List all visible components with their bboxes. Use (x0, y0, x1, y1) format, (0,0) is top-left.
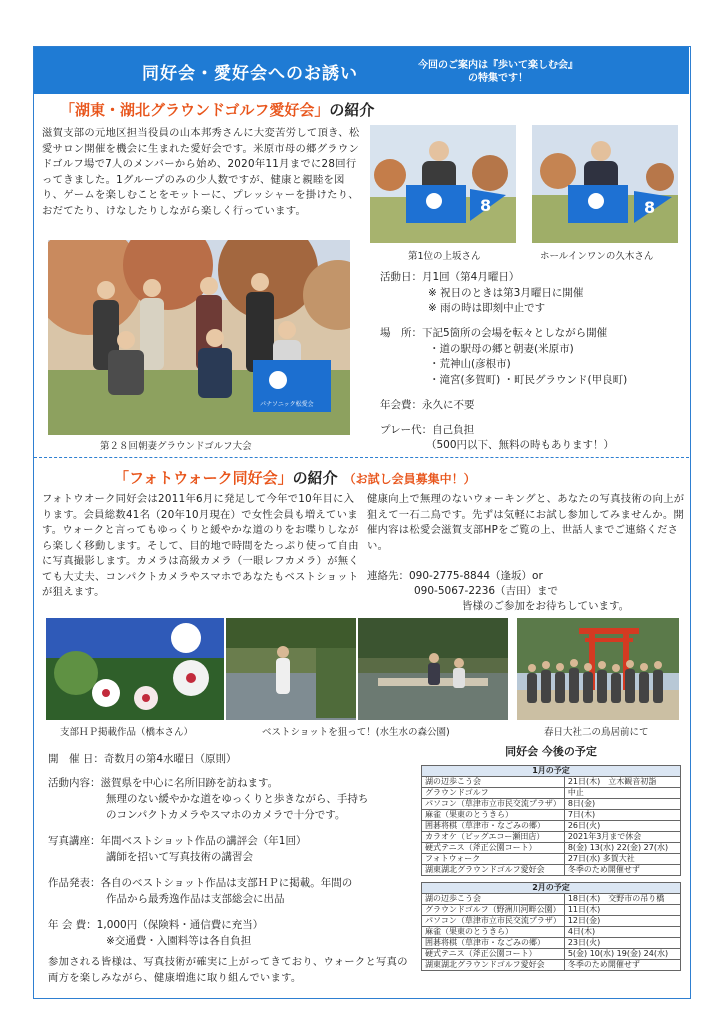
golf-winner-photo-1 (370, 125, 516, 243)
schedule-box (421, 737, 681, 971)
banner-note: 今回のご案内は『歩いて楽しむ会』 の特集です！ (418, 60, 578, 84)
golf-winner-caption-2: ホールインワンの久木さん (540, 251, 654, 262)
photowalk-intro-left: フォトウオーク同好会は2011年6月に発足して今年で10年目に入ります。会員総数41名（20年10月現在）で女性会員も増えています。ウォークと言ってもゆっくりと緩やかな道のりをお喋りしながら楽しく移動します。そして、目的地で時間をたっぷり使って自由に写真撮影します。カメラは高級カメラ（一眼レフカメラ）が無くても大丈夫、コンパクトカメラやスマホであなたもベストショットが狙えます。 (42, 493, 359, 598)
photowalk-activity-1: 活動内容：滋賀県を中心に名所旧跡を訪ねます。 (48, 777, 279, 789)
contact-line-1: 連絡先：090-2775-8844（逢坂）or (367, 570, 543, 582)
golf-annual-fee: 年会費：永久に不要 (380, 399, 475, 411)
photowalk-closing: 参加される皆様は、写真技術が確実に上がってきており、ウォークと写真の両方を楽しみながら、健康増進に取り組んでいます。 (48, 956, 408, 984)
table-row: 囲碁将棋（草津市・なごみの郷） 26日(火) (422, 821, 681, 832)
photowalk-caption-3: 春日大社二の鳥居前にて (544, 727, 649, 738)
photowalk-caption-1: 支部ＨＰ掲載作品（橋本さん） (60, 727, 194, 738)
table-row: 湖の辺歩こう会 18日(木) 交野市の吊り橋 (422, 894, 681, 905)
golf-activity-note-2: ※ 雨の時は即刻中止です (428, 302, 546, 314)
table-row: 湖東湖北グラウンドゴルフ愛好会 冬季のため開催せず (422, 865, 681, 876)
golf-winner-caption-1: 第1位の上坂さん (408, 251, 481, 262)
golf-winner-photo-2 (532, 125, 678, 243)
photowalk-caption-2: ベストショットを狙って！(水生水の森公園) (262, 727, 450, 738)
golf-place-3: ・滝宮(多賀町) ・町民グラウンド(甲良町) (429, 374, 628, 386)
table-row: 硬式テニス（斧正公園コート） 5(金) 10(水) 19(金) 24(水) (422, 949, 681, 960)
photowalk-photo-kasuga (517, 618, 679, 720)
contact-line-3: 皆様のご参加をお待ちしています。 (462, 600, 630, 612)
golf-group-caption: 第２８回朝妻グラウンドゴルフ大会 (100, 441, 252, 452)
table-row: カラオケ（ビッグエコー瀬田店） 2021年3月まで休会 (422, 832, 681, 843)
contact-line-2: 090-5067-2236（吉田）まで (414, 585, 559, 597)
table-row: 湖の辺歩こう会 21日(木) 立木観音初詣 (422, 777, 681, 788)
golf-place: 場 所：下記5箇所の会場を転々としながら開催 (380, 327, 608, 339)
photowalk-fee-2: ※交通費・入園料等は各自負担 (106, 935, 252, 947)
table-row: 湖東湖北グラウンドゴルフ愛好会 冬季のため開催せず (422, 960, 681, 971)
newsletter-page (33, 46, 691, 999)
photowalk-photo-water (358, 618, 508, 720)
golf-activity-day: 活動日：月1回（第4月曜日） (380, 271, 520, 283)
golf-play-fee: プレー代：自己負担 (380, 424, 475, 436)
golf-group-photo (48, 240, 350, 435)
photowalk-activity-3: のコンパクトカメラやスマホのカメラで十分です。 (106, 809, 346, 821)
table-row: パソコン（草津市立市民交流プラザ） 8日(金) (422, 799, 681, 810)
golf-activity-note-1: ※ 祝日のときは第3月曜日に開催 (428, 287, 584, 299)
photowalk-publish-2: 作品から最秀逸作品は支部総会に出品 (106, 893, 285, 905)
schedule-feb-header: 2月の予定 (422, 883, 681, 894)
photowalk-fee-1: 年 会 費：1,000円（保険料・通信費に充当） (48, 919, 264, 931)
table-row: パソコン（草津市立市民交流プラザ） 12日(金) (422, 916, 681, 927)
header-banner (34, 47, 689, 94)
golf-intro: 滋賀支部の元地区担当役員の山本邦秀さんに大変苦労して頂き、松愛サロン開催を機会に生まれた愛好会です。米原市母の郷グラウンドゴルフ場で7人のメンバーから始め、2020年11月までに28回行ってきました。1グループのみの少人数ですが、健康と親睦を図り、ゲームを楽しむことをモットーに、プレッシャーを掛けたり、おだてたり、けなしたりしながら楽しく行っています。 (42, 127, 360, 217)
photowalk-photo-hibiscus (46, 618, 224, 720)
photowalk-photo-park (226, 618, 356, 720)
golf-play-fee-note: （500円以下、無料の時もあります！） (426, 439, 615, 451)
photowalk-intro-right: 健康向上で無理のないウォーキングと、あなたの写真技術の向上が狙えて一石二鳥です。先ずは気軽にお試し参加してみませんか。開催内容は松愛会滋賀支部HPをご覧の上、世話人までご連絡ください。 (367, 493, 685, 552)
photowalk-course-2: 講師を招いて写真技術の講習会 (106, 851, 253, 863)
photowalk-publish-1: 作品発表：各自のベストショット作品は支部ＨＰに掲載。年間の (48, 877, 353, 889)
table-row: グラウンドゴルフ（野洲川河畔公園） 11日(木) (422, 905, 681, 916)
schedule-table-jan (421, 765, 681, 876)
schedule-table-feb (421, 882, 681, 971)
table-row: グラウンドゴルフ 中止 (422, 788, 681, 799)
golf-place-1: ・道の駅母の郷と朝妻(米原市) (429, 343, 574, 355)
svg-text:8: 8 (480, 196, 492, 215)
table-row: 麻雀（果東のとうきら） 4日(木) (422, 927, 681, 938)
photowalk-course-1: 写真講座：年間ベストショット作品の講評会（年1回） (48, 835, 307, 847)
photowalk-date: 開 催 日：奇数月の第4水曜日（原則） (48, 753, 237, 765)
svg-text:パナソニック松愛会: パナソニック松愛会 (260, 401, 314, 408)
schedule-title: 同好会 今後の予定 (505, 745, 597, 758)
banner-title: 同好会・愛好会へのお誘い (142, 64, 358, 84)
golf-place-2: ・荒神山(彦根市) (429, 358, 511, 370)
svg-text:8: 8 (644, 198, 656, 217)
table-row: 麻雀（果東のとうきら） 7日(木) (422, 810, 681, 821)
section-divider (34, 457, 689, 458)
golf-section-title: 「湖東・湖北グラウンドゴルフ愛好会」の紹介 (60, 101, 375, 119)
table-row: 硬式テニス（斧正公園コート） 8(金) 13(水) 22(金) 27(水) (422, 843, 681, 854)
table-row: フォトウォーク 27日(水) 多賀大社 (422, 854, 681, 865)
photowalk-section-title: 「フォトウォーク同好会」の紹介 （お試し会員募集中！） (114, 469, 476, 487)
photowalk-activity-2: 無理のない緩やかな道をゆっくりと歩きながら、手持ち (106, 793, 369, 805)
schedule-jan-header: 1月の予定 (422, 766, 681, 777)
table-row: 囲碁将棋（草津市・なごみの郷） 23日(火) (422, 938, 681, 949)
